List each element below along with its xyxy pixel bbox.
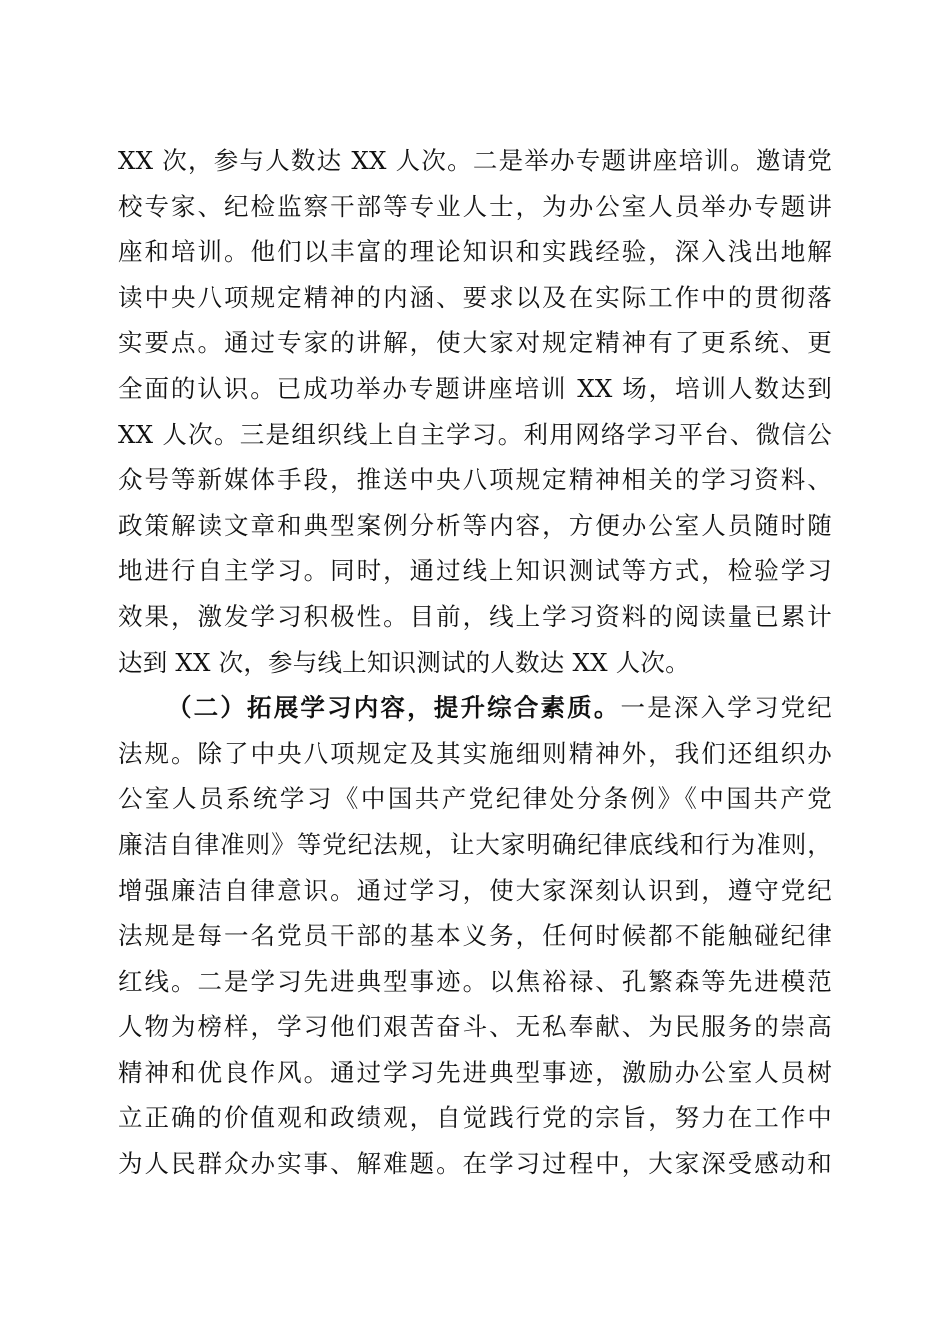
text-line: 立正确的价值观和政绩观，自觉践行党的宗旨，努力在工作中: [118, 1103, 832, 1133]
text-line: 众号等新媒体手段，推送中央八项规定精神相关的学习资料、: [118, 465, 832, 495]
section-heading-line: [118, 685, 832, 731]
text-line: 校专家、纪检监察干部等专业人士，为办公室人员举办专题讲: [118, 191, 832, 221]
document-body: [118, 138, 832, 1187]
text-line: 精神和优良作风。通过学习先进典型事迹，激励办公室人员树: [118, 1057, 832, 1087]
text-line: 廉洁自律准则》等党纪法规，让大家明确纪律底线和行为准则，: [118, 829, 832, 859]
text-line: 人物为榜样，学习他们艰苦奋斗、无私奉献、为民服务的崇高: [118, 1012, 832, 1042]
text-line: 法规是每一名党员干部的基本义务，任何时候都不能触碰纪律: [118, 921, 832, 951]
text-line: XX 人次。三是组织线上自主学习。利用网络学习平台、微信公: [118, 419, 832, 449]
text-line: 增强廉洁自律意识。通过学习，使大家深刻认识到，遵守党纪: [118, 875, 832, 905]
section-heading-rest: 一是深入学习党纪: [620, 693, 832, 723]
text-line: 政策解读文章和典型案例分析等内容，方便办公室人员随时随: [118, 510, 832, 540]
text-line: 公室人员系统学习《中国共产党纪律处分条例》《中国共产党: [118, 784, 832, 814]
text-line: 红线。二是学习先进典型事迹。以焦裕禄、孔繁森等先进模范: [118, 966, 832, 996]
text-line: 为人民群众办实事、解难题。在学习过程中，大家深受感动和: [118, 1149, 832, 1179]
text-line: 读中央八项规定精神的内涵、要求以及在实际工作中的贯彻落: [118, 282, 832, 312]
text-line: 实要点。通过专家的讲解，使大家对规定精神有了更系统、更: [118, 328, 832, 358]
text-line: 地进行自主学习。同时，通过线上知识测试等方式，检验学习: [118, 556, 832, 586]
section-heading: （二）拓展学习内容，提升综合素质。: [167, 693, 621, 723]
text-line: 全面的认识。已成功举办专题讲座培训 XX 场，培训人数达到: [118, 373, 832, 403]
text-line: 法规。除了中央八项规定及其实施细则精神外，我们还组织办: [118, 738, 832, 768]
text-line: 达到 XX 次，参与线上知识测试的人数达 XX 人次。: [118, 647, 690, 677]
text-line: 效果，激发学习积极性。目前，线上学习资料的阅读量已累计: [118, 601, 832, 631]
text-line: 座和培训。他们以丰富的理论知识和实践经验，深入浅出地解: [118, 237, 832, 267]
text-line: XX 次，参与人数达 XX 人次。二是举办专题讲座培训。邀请党: [118, 146, 832, 175]
